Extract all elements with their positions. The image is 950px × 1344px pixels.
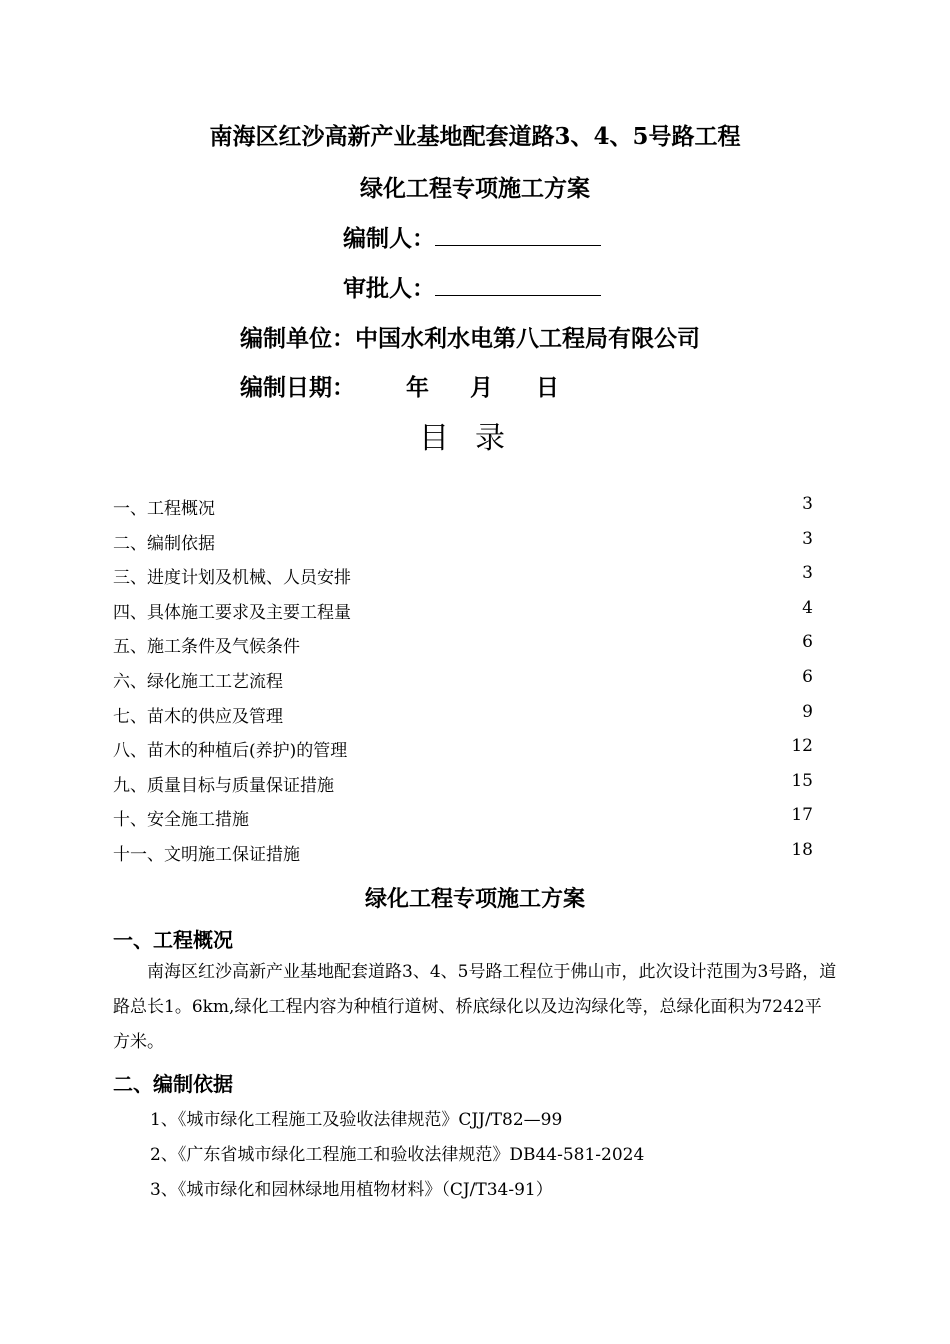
toc-item[interactable] — [113, 529, 813, 554]
heading-compilation-basis: 二、编制依据 — [113, 1072, 233, 1096]
toc-item[interactable] — [113, 667, 813, 692]
section-title: 绿化工程专项施工方案 — [364, 886, 585, 912]
date-year: 年 — [406, 374, 429, 401]
toc-item-page: 3 — [802, 494, 813, 514]
reference-item: 1、《城市绿化工程施工及验收法律规范》CJJ/T82—99 — [150, 1110, 563, 1130]
compiler-blank-line — [435, 223, 601, 246]
toc-item-label: 八、苗木的种植后(养护)的管理 — [113, 741, 348, 762]
compiler-field — [343, 220, 601, 253]
compile-date — [240, 369, 559, 402]
approver-label: 审批人： — [343, 275, 435, 302]
toc-item-label: 十、安全施工措施 — [113, 810, 249, 831]
toc-item-page: 6 — [802, 632, 813, 653]
approver-blank-line — [435, 273, 601, 296]
toc-item[interactable] — [113, 702, 813, 727]
date-label: 编制日期： — [240, 374, 355, 401]
cover-title-line2: 绿化工程专项施工方案 — [360, 175, 590, 202]
paragraph-project-overview: 南海区红沙高新产业基地配套道路3、4、5号路工程位于佛山市，此次设计范围为3号路，道路总长1。6km,绿化工程内容为种植行道树、桥底绿化以及边沟绿化等，总绿化面积为7242平方米。 — [113, 962, 837, 1052]
toc-item-page: 4 — [802, 597, 813, 618]
heading-project-overview: 一、工程概况 — [113, 928, 233, 952]
toc-title: 目录 — [419, 421, 531, 456]
toc-item[interactable] — [113, 771, 813, 796]
toc-item-page: 18 — [791, 840, 813, 860]
toc-item[interactable] — [113, 598, 813, 623]
date-day: 日 — [536, 374, 559, 401]
reference-item: 3、《城市绿化和园林绿地用植物材料》（CJ/T34-91） — [150, 1180, 553, 1200]
toc-item-page: 3 — [802, 528, 813, 549]
toc-item-label: 六、绿化施工工艺流程 — [113, 672, 283, 692]
toc-item-page: 15 — [791, 770, 813, 791]
toc-item[interactable] — [113, 632, 813, 657]
toc-item-page: 12 — [791, 736, 813, 757]
cover-title-line1: 南海区红沙高新产业基地配套道路3、4、5号路工程 — [209, 123, 741, 150]
toc-item[interactable] — [113, 736, 813, 761]
toc-item-label: 七、苗木的供应及管理 — [113, 706, 283, 727]
toc-item[interactable] — [113, 840, 813, 865]
compiler-label: 编制人： — [343, 225, 435, 252]
toc-item-label: 十一、文明施工保证措施 — [113, 845, 300, 865]
toc-item[interactable] — [113, 494, 813, 519]
date-month: 月 — [470, 374, 493, 401]
reference-item: 2、《广东省城市绿化工程施工和验收法律规范》DB44-581-2024 — [150, 1145, 645, 1165]
toc-item-page: 9 — [802, 701, 813, 722]
compiling-unit: 编制单位：中国水利水电第八工程局有限公司 — [240, 325, 700, 352]
toc-item-page: 17 — [791, 805, 813, 826]
toc-item-label: 九、质量目标与质量保证措施 — [113, 775, 334, 796]
toc-item-label: 五、施工条件及气候条件 — [113, 637, 300, 658]
toc-item-label: 一、工程概况 — [113, 499, 215, 519]
toc-item-label: 二、编制依据 — [113, 533, 215, 554]
toc-item-label: 四、具体施工要求及主要工程量 — [113, 602, 351, 623]
toc-item-page: 6 — [802, 667, 813, 687]
toc-item-page: 3 — [802, 563, 813, 584]
toc-item-label: 三、进度计划及机械、人员安排 — [113, 568, 351, 589]
approver-field — [343, 270, 601, 303]
toc-item[interactable] — [113, 563, 813, 588]
toc-item[interactable] — [113, 805, 813, 830]
